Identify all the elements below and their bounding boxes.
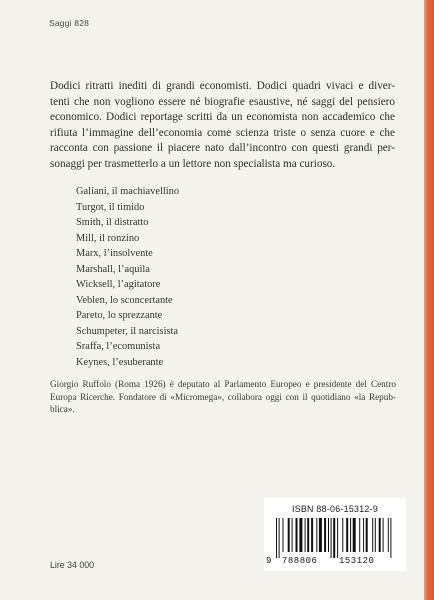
barcode-icon <box>274 518 396 558</box>
barcode-bar <box>379 518 381 552</box>
barcode-bar <box>299 518 302 552</box>
barcode-bar <box>316 518 317 552</box>
barcode-bar <box>372 518 373 552</box>
barcode-bar <box>283 518 284 552</box>
barcode-bar <box>363 518 364 552</box>
chapter-item: Galiani, il machiavellino <box>76 186 180 197</box>
chapter-item: Mill, il ronzino <box>76 232 140 244</box>
chapter-item: Pareto, lo sprezzante <box>76 310 163 321</box>
author-bio-line: Europa Ricerche. Fondatore di «Micromega», collabora oggi con il quotidiano «la Repub- <box>50 391 396 402</box>
blurb-line: tenti che non vogliono essere né biografie esaustive, né saggi del pensiero <box>50 95 395 108</box>
ean-first-digit: 9 <box>266 556 272 566</box>
chapter-list <box>76 184 179 370</box>
barcode-bar <box>288 518 290 552</box>
blurb-paragraph <box>50 79 395 173</box>
author-bio <box>50 378 396 416</box>
blurb-line: economico. Dodici reportage scritti da un economista non accademico che <box>50 111 395 124</box>
barcode-bar <box>328 518 329 552</box>
chapter-item: Veblen, lo sconcertante <box>76 294 173 306</box>
price-label: Lire 34 000 <box>50 560 95 570</box>
ean-right-group: 153120 <box>339 556 375 566</box>
barcode-bar <box>366 518 368 552</box>
chapter-item: Smith, il distratto <box>76 217 149 228</box>
ean-left-group: 788806 <box>282 556 318 566</box>
barcode-bar <box>359 518 360 552</box>
barcode-bar <box>346 518 348 552</box>
cover-red-edge <box>424 0 434 600</box>
series-label: Saggi 828 <box>49 18 90 28</box>
chapter-item: Keynes, l’esuberante <box>76 356 164 368</box>
barcode-bar <box>279 518 280 558</box>
barcode-bar <box>311 518 313 552</box>
barcode-bar <box>350 518 351 552</box>
isbn-label: ISBN 88-06-15312-9 <box>291 504 379 514</box>
author-bio-line: Giorgio Ruffolo (Roma 1926) è deputato al Parlamento Europeo e presidente del Centro <box>50 379 396 389</box>
barcode-bar <box>333 518 335 558</box>
barcode-panel <box>264 498 406 571</box>
barcode-bar <box>324 518 326 552</box>
barcode-bar <box>388 518 389 552</box>
chapter-item: Sraffa, l’ecomunista <box>76 341 161 352</box>
barcode-bar <box>292 518 293 552</box>
chapter-item: Schumpeter, il narcisista <box>76 325 179 337</box>
barcode-bar <box>307 518 309 552</box>
blurb-line: rifiuta l’immagine dell’economia come scienza triste o senza cuore e che <box>50 126 395 139</box>
barcode-bar <box>276 518 277 558</box>
barcode-bar <box>331 518 332 558</box>
barcode-bar <box>337 518 338 558</box>
barcode-bar <box>296 518 298 552</box>
chapter-item: Wicksell, l’agitatore <box>76 279 161 290</box>
barcode-bar <box>319 518 322 552</box>
barcode-bar <box>390 518 391 558</box>
author-bio-line: blica». <box>50 404 75 415</box>
barcode-bar <box>383 518 384 552</box>
barcode-bar <box>342 518 343 552</box>
barcode-bar <box>375 518 376 552</box>
chapter-item: Marx, l’insolvente <box>76 248 153 259</box>
blurb-line: racconta con passione il piacere nato dall’incontro con questi grandi per- <box>50 142 395 155</box>
blurb-line: sonaggi per trasmetterlo a un lettore non specialista ma curioso. <box>50 157 336 170</box>
chapter-item: Marshall, l’aquila <box>76 263 150 275</box>
blurb-line: Dodici ritratti inediti di grandi economisti. Dodici quadri vivaci e diver- <box>50 80 395 92</box>
barcode-bar <box>353 518 356 552</box>
barcode-bar <box>305 518 306 552</box>
chapter-item: Turgot, il timido <box>76 201 145 213</box>
